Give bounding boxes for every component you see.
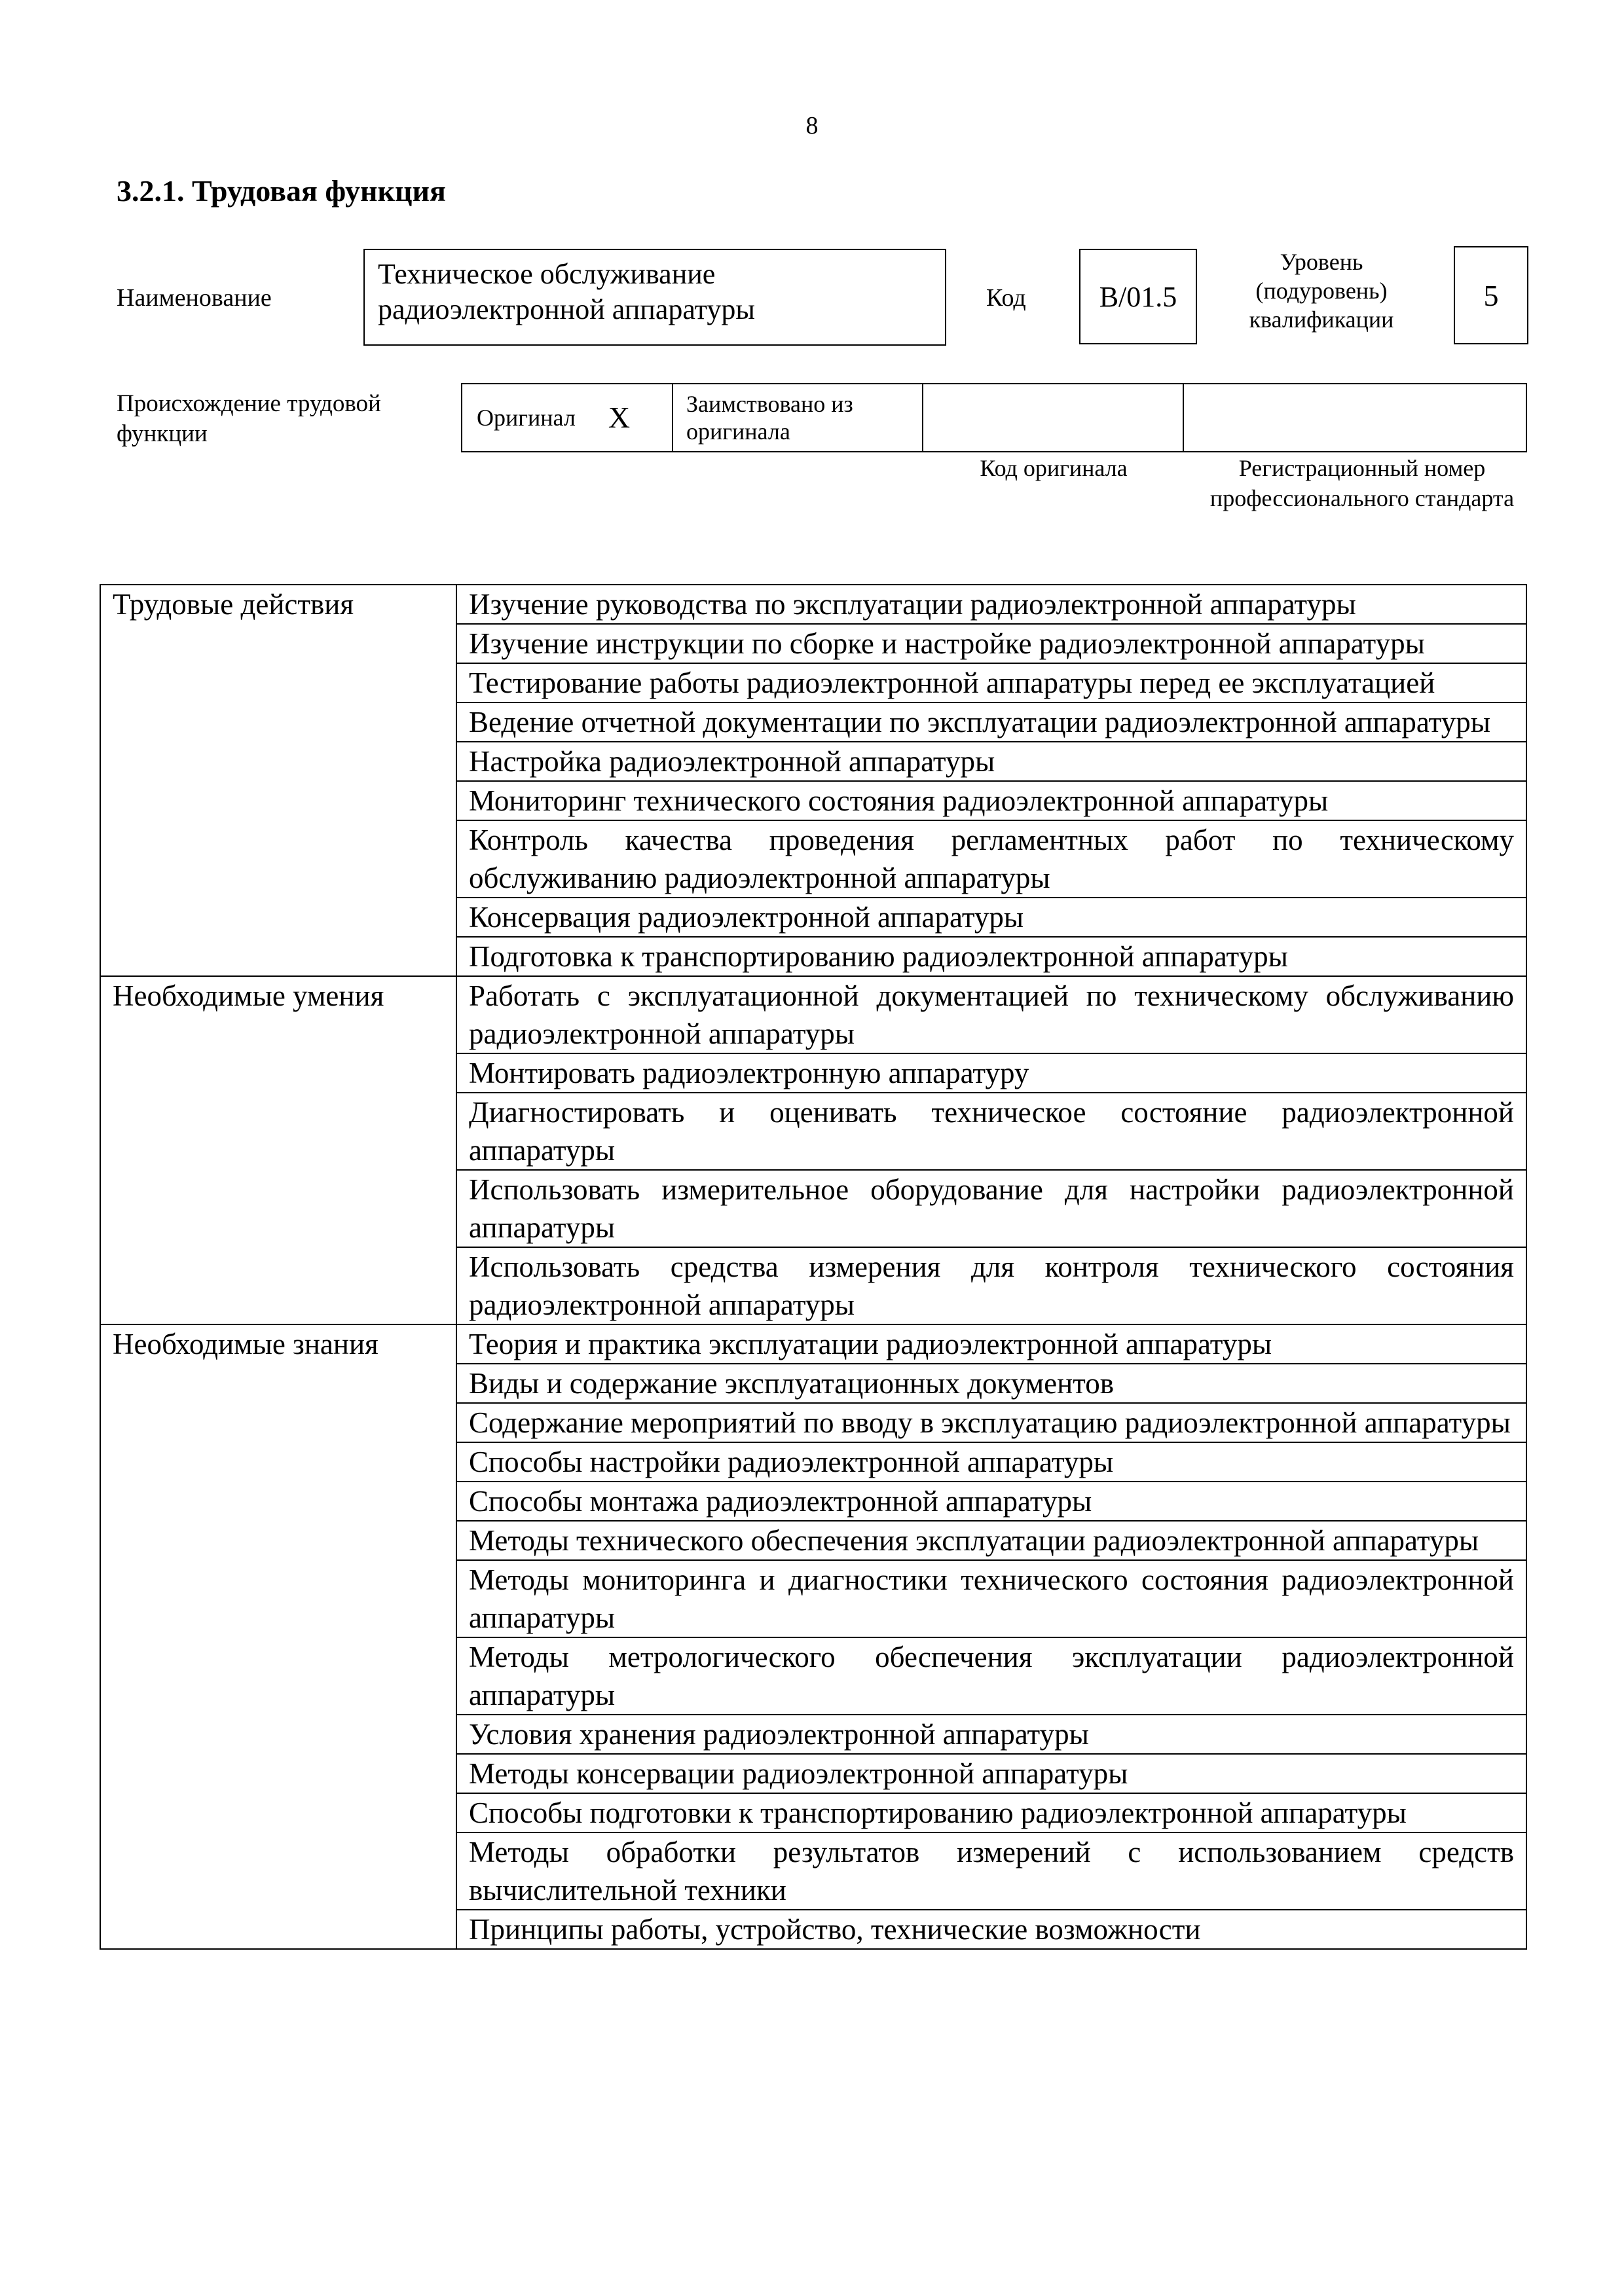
- level-value: 5: [1454, 246, 1528, 344]
- origin-row: [461, 383, 1527, 452]
- category-cell: Трудовые действия: [100, 585, 456, 976]
- item-cell: Методы консервации радиоэлектронной аппаратуры: [456, 1754, 1526, 1793]
- item-cell: Виды и содержание эксплуатационных документов: [456, 1364, 1526, 1403]
- code-label: Код: [986, 284, 1026, 312]
- item-cell: Подготовка к транспортированию радиоэлектронной аппаратуры: [456, 937, 1526, 976]
- table-row: [100, 1324, 1526, 1364]
- item-cell: Работать с эксплуатационной документацией по техническому обслуживанию радиоэлектронной аппаратуры: [456, 976, 1526, 1053]
- original-code-caption: Код оригинала: [980, 455, 1128, 481]
- item-cell: Изучение руководства по эксплуатации радиоэлектронной аппаратуры: [456, 585, 1526, 624]
- item-cell: Настройка радиоэлектронной аппаратуры: [456, 742, 1526, 781]
- item-cell: Методы технического обеспечения эксплуатации радиоэлектронной аппаратуры: [456, 1521, 1526, 1560]
- original-code-cell: [923, 384, 1184, 451]
- table-row: [100, 585, 1526, 624]
- item-cell: Методы метрологического обеспечения эксплуатации радиоэлектронной аппаратуры: [456, 1637, 1526, 1715]
- category-cell: Необходимые умения: [100, 976, 456, 1324]
- origin-label: Происхождение трудовой функции: [117, 390, 381, 447]
- name-value: Техническое обслуживание радиоэлектронной аппаратуры: [363, 249, 946, 346]
- code-value: B/01.5: [1079, 249, 1197, 344]
- item-cell: Методы обработки результатов измерений с использованием средств вычислительной техники: [456, 1832, 1526, 1910]
- item-cell: Контроль качества проведения регламентных работ по техническому обслуживанию радиоэлектронной аппаратуры: [456, 820, 1526, 898]
- original-label: Оригинал: [477, 405, 576, 431]
- category-cell: Необходимые знания: [100, 1324, 456, 1949]
- name-label: Наименование: [117, 284, 272, 312]
- item-cell: Способы настройки радиоэлектронной аппаратуры: [456, 1442, 1526, 1482]
- item-cell: Использовать средства измерения для контроля технического состояния радиоэлектронной аппаратуры: [456, 1247, 1526, 1324]
- item-cell: Консервация радиоэлектронной аппаратуры: [456, 898, 1526, 937]
- borrowed-cell: [673, 384, 923, 451]
- original-mark: X: [608, 401, 631, 434]
- item-cell: Способы подготовки к транспортированию радиоэлектронной аппаратуры: [456, 1793, 1526, 1832]
- item-cell: Ведение отчетной документации по эксплуатации радиоэлектронной аппаратуры: [456, 702, 1526, 742]
- item-cell: Способы монтажа радиоэлектронной аппаратуры: [456, 1482, 1526, 1521]
- reg-number-cell: [1184, 384, 1526, 451]
- item-cell: Тестирование работы радиоэлектронной аппаратуры перед ее эксплуатацией: [456, 663, 1526, 702]
- item-cell: Содержание мероприятий по вводу в эксплуатацию радиоэлектронной аппаратуры: [456, 1403, 1526, 1442]
- table-row: [100, 976, 1526, 1053]
- item-cell: Принципы работы, устройство, технические возможности: [456, 1910, 1526, 1949]
- function-table: [100, 584, 1527, 1950]
- level-label: Уровень (подуровень) квалификации: [1249, 249, 1394, 333]
- page-number: 8: [805, 112, 819, 139]
- item-cell: Условия хранения радиоэлектронной аппаратуры: [456, 1715, 1526, 1754]
- section-title: 3.2.1. Трудовая функция: [117, 174, 446, 208]
- borrowed-label: Заимствовано из оригинала: [686, 391, 853, 445]
- item-cell: Теория и практика эксплуатации радиоэлектронной аппаратуры: [456, 1324, 1526, 1364]
- item-cell: Диагностировать и оценивать техническое состояние радиоэлектронной аппаратуры: [456, 1093, 1526, 1170]
- item-cell: Изучение инструкции по сборке и настройке радиоэлектронной аппаратуры: [456, 624, 1526, 663]
- reg-number-caption: Регистрационный номер профессионального стандарта: [1209, 455, 1515, 511]
- item-cell: Методы мониторинга и диагностики технического состояния радиоэлектронной аппаратуры: [456, 1560, 1526, 1637]
- item-cell: Использовать измерительное оборудование для настройки радиоэлектронной аппаратуры: [456, 1170, 1526, 1247]
- original-cell: [462, 384, 673, 451]
- item-cell: Мониторинг технического состояния радиоэлектронной аппаратуры: [456, 781, 1526, 820]
- item-cell: Монтировать радиоэлектронную аппаратуру: [456, 1053, 1526, 1093]
